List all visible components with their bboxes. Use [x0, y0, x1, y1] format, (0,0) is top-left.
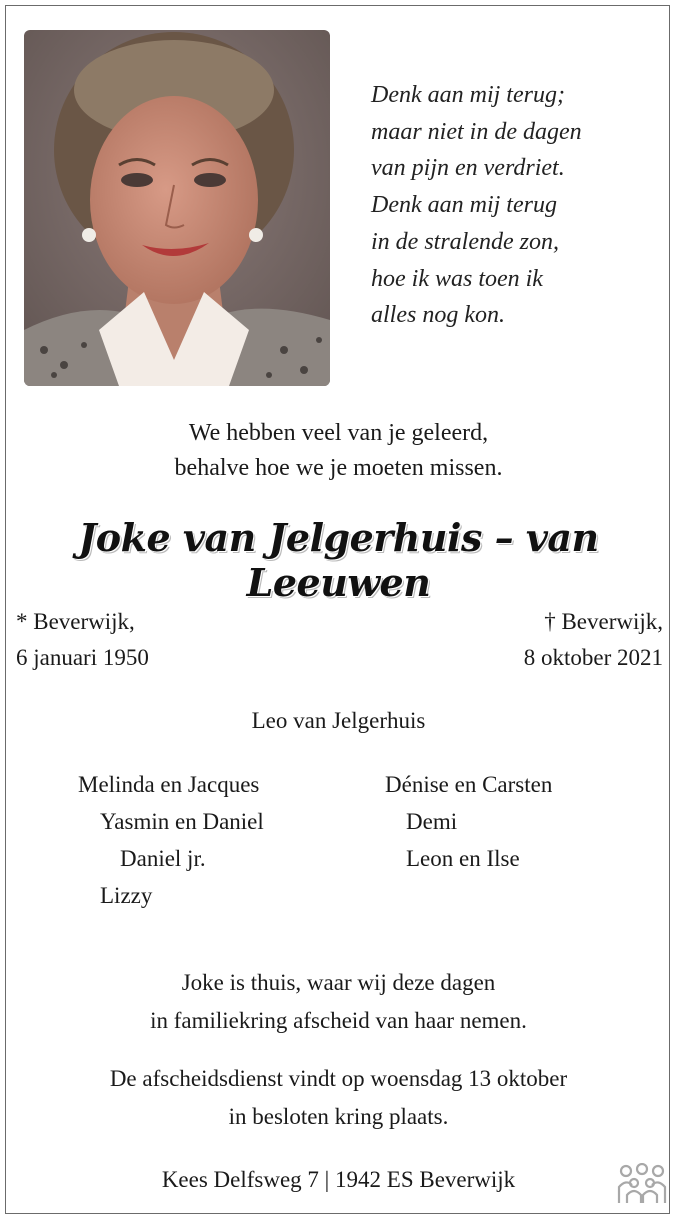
family-people-icon	[617, 1163, 667, 1207]
partner-name: Leo van Jelgerhuis	[251, 708, 426, 733]
arrangement-line: in familiekring afscheid van haar nemen.	[150, 1008, 527, 1033]
family-right-2: Demi	[406, 809, 458, 834]
poem-line: maar niet in de dagen	[371, 118, 582, 145]
correspondence-address: Kees Delfsweg 7 | 1942 ES Beverwijk	[161, 1167, 516, 1192]
poem-line: Denk aan mij terug	[371, 192, 557, 219]
deceased-name: Joke van Jelgerhuis – van Leeuwen	[78, 515, 599, 605]
birth-place: * Beverwijk,	[16, 609, 135, 634]
death-place: † Beverwijk,	[544, 609, 663, 634]
motto-line: behalve hoe we je moeten missen.	[174, 455, 503, 481]
poem-line: alles nog kon.	[371, 302, 505, 329]
family-right-3: Leon en Ilse	[406, 846, 520, 871]
arrangement-home	[0, 964, 677, 1040]
portrait-photo	[24, 30, 330, 386]
poem-line: hoe ik was toen ik	[371, 265, 543, 292]
birth-info	[16, 604, 149, 676]
arrangement-line: Joke is thuis, waar wij deze dagen	[181, 970, 496, 995]
poem-line: Denk aan mij terug;	[371, 82, 565, 108]
family-left-1: Melinda en Jacques	[78, 772, 260, 797]
poem-line: in de stralende zon,	[371, 228, 559, 255]
motto-line: We hebben veel van je geleerd,	[188, 420, 489, 446]
arrangement-line: in besloten kring plaats.	[228, 1104, 449, 1129]
family-left-2: Yasmin en Daniel	[100, 809, 264, 834]
poem-line: van pijn en verdriet.	[371, 155, 565, 182]
family-right-1: Dénise en Carsten	[385, 772, 553, 797]
arrangement-service	[0, 1060, 677, 1136]
motto	[0, 416, 677, 486]
family-left-4: Lizzy	[100, 883, 153, 908]
death-date: 8 oktober 2021	[523, 645, 663, 670]
birth-date: 6 januari 1950	[16, 645, 149, 670]
arrangement-line: De afscheidsdienst vindt op woensdag 13 oktober	[109, 1066, 568, 1091]
family-left-3: Daniel jr.	[120, 846, 206, 871]
death-info	[524, 604, 663, 676]
poem	[371, 77, 661, 334]
